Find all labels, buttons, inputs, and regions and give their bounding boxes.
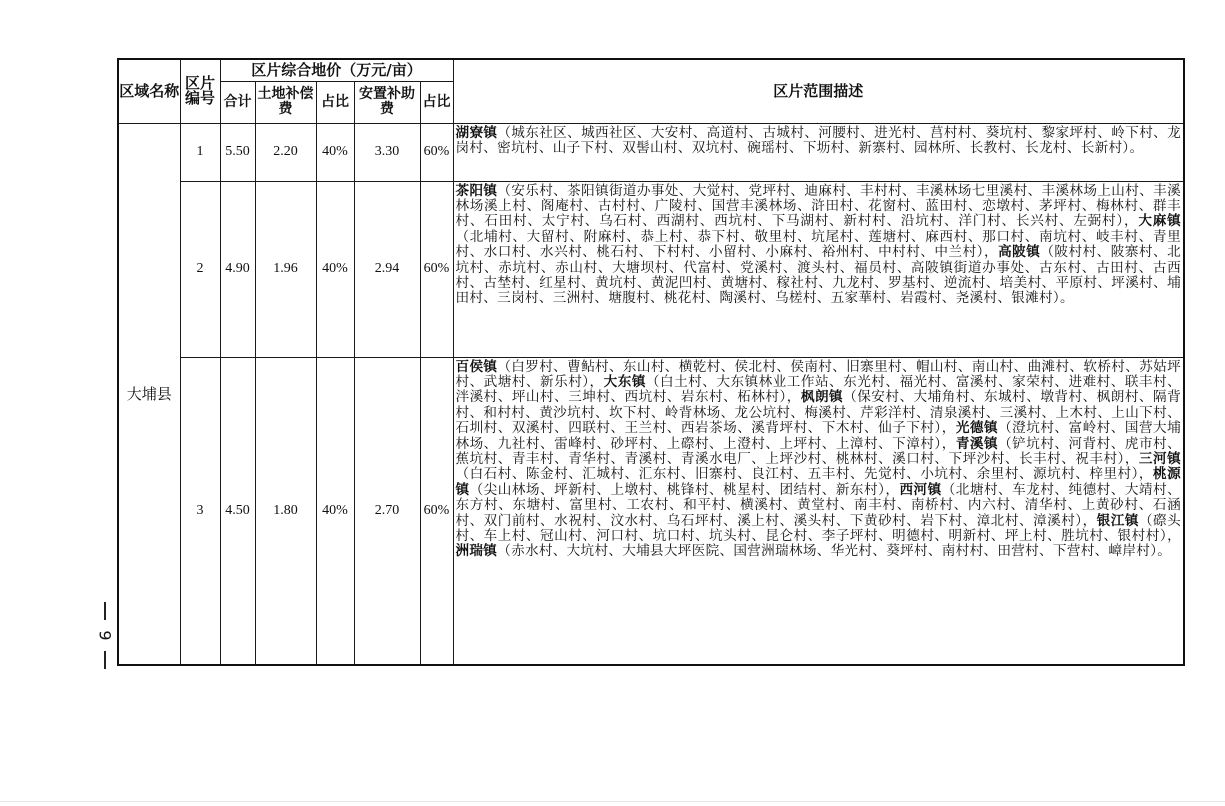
- table-row: [118, 181, 1184, 357]
- village-list: （保安村、大埔角村、东城村、墩背村、枫朗村、隔背村、和村村、黄沙坑村、坎下村、岭背林场、龙公坑村、梅溪村、芹彩洋村、清泉溪村、三溪村、上木村、上山下村、石圳村、双溪村、四联村、王兰村、西岩茶场、溪背坪村、下木村、仙子下村），: [455, 389, 1181, 437]
- header-zone-no: 区片编号: [180, 59, 220, 123]
- village-list: （白罗村、曹鲇村、东山村、横乾村、侯北村、侯南村、旧寨里村、帽山村、南山村、曲滩村、软桥村、苏姑坪村、武塘村、新乐村），: [455, 358, 1181, 390]
- town-name: 银江镇: [1096, 512, 1139, 529]
- scope-cell: [453, 357, 1184, 665]
- land-comp-cell: 2.20: [255, 123, 316, 181]
- ratio2-cell: 60%: [420, 357, 453, 665]
- total-cell: 4.50: [220, 357, 255, 665]
- header-ratio-2: 占比: [420, 81, 453, 123]
- village-list: （赤水村、大坑村、大埔县大坪医院、国营洲瑞林场、华光村、葵坪村、南村村、田营村、下营村、嶂岸村）。: [497, 543, 1172, 560]
- village-list: （磜头村、车上村、冠山村、河口村、坑口村、坑头村、昆仑村、李子坪村、明德村、明新村、坪上村、胜坑村、银村村），: [455, 512, 1182, 544]
- town-name: 高陂镇: [998, 244, 1041, 261]
- town-name: 大麻镇: [1138, 213, 1181, 230]
- village-list: （陂村村、陂寨村、北坑村、赤坑村、赤山村、大塘坝村、代富村、党溪村、渡头村、福员村、高陂镇街道办事处、古东村、古田村、古西村、古埜村、红星村、黄坑村、黄泥凹村、黄塘村、稼社村、九龙村、罗基村、逆流村、培美村、平原村、坪溪村、埔田村、三岗村、三洲村、塘腹村、桃花村、陶溪村、乌槎村、五家華村、岩霞村、尧溪村、银滩村）。: [455, 244, 1181, 307]
- town-name: 茶阳镇: [455, 182, 498, 199]
- land-price-table: [117, 58, 1185, 666]
- header-total: 合计: [220, 81, 255, 123]
- ratio2-cell: 60%: [420, 181, 453, 357]
- header-ratio-1: 占比: [316, 81, 354, 123]
- scope-cell: [453, 123, 1184, 181]
- village-list: （澄坑村、富岭村、国营大埔林场、九社村、雷峰村、砂坪村、上磜村、上澄村、上坪村、上漳村、下漳村），: [455, 420, 1182, 452]
- village-list: （安乐村、茶阳镇街道办事处、大觉村、党坪村、迪麻村、丰村村、丰溪林场七里溪村、丰溪林场上山村、丰溪林场溪上村、阁庵村、古村村、广陵村、国营丰溪林场、浒田村、花窗村、蓝田村、恋墩村、茅坪村、梅林村、群丰村、石田村、太宁村、乌石村、西湖村、西坑村、下马湖村、新村村、沿坑村、洋门村、长兴村、左弼村），: [455, 182, 1181, 230]
- town-name: 百侯镇: [455, 358, 498, 375]
- town-name: 青溪镇: [955, 435, 999, 452]
- village-list: （尖山林场、坪新村、上墩村、桃锋村、桃星村、团结村、新东村），: [469, 481, 900, 498]
- header-resettle: 安置补助费: [354, 81, 420, 123]
- land-comp-cell: 1.80: [255, 357, 316, 665]
- zone-no-cell: 3: [180, 357, 220, 665]
- page-bottom-edge: [0, 801, 1225, 802]
- town-name: 湖寮镇: [455, 124, 498, 141]
- header-region-name: 区域名称: [118, 59, 180, 123]
- page-number-text: 9: [95, 630, 115, 641]
- page-dash-bottom: [104, 651, 106, 669]
- scope-cell: [453, 181, 1184, 357]
- total-cell: 5.50: [220, 123, 255, 181]
- village-list: （北塘村、车龙村、纯德村、大靖村、东方村、东塘村、富里村、工农村、和平村、横溪村、黄堂村、南丰村、南桥村、内六村、清华村、上黄砂村、石涵村、双门前村、水祝村、汶水村、乌石坪村、溪上村、溪头村、下黄砂村、岩下村、漳北村、漳溪村），: [455, 481, 1181, 529]
- page-dash-top: [104, 602, 106, 620]
- header-land-comp: 土地补偿费: [255, 81, 316, 123]
- town-name: 光德镇: [955, 420, 999, 437]
- village-list: （城东社区、城西社区、大安村、高道村、古城村、河腰村、进光村、莒村村、葵坑村、黎家坪村、岭下村、龙岗村、密坑村、山子下村、双髻山村、双坑村、碗瑶村、下坜村、新寨村、园林所、长教村、长龙村、长新村）。: [455, 124, 1181, 156]
- resettle-cell: 2.70: [354, 357, 420, 665]
- ratio1-cell: 40%: [316, 181, 354, 357]
- ratio1-cell: 40%: [316, 357, 354, 665]
- land-comp-cell: 1.96: [255, 181, 316, 357]
- total-cell: 4.90: [220, 181, 255, 357]
- resettle-cell: 3.30: [354, 123, 420, 181]
- ratio2-cell: 60%: [420, 123, 453, 181]
- ratio1-cell: 40%: [316, 123, 354, 181]
- village-list: （北埔村、大留村、附麻村、恭上村、恭下村、敬里村、坑尾村、莲塘村、麻西村、那口村、南坑村、岐丰村、青里村、水口村、水兴村、桃石村、下村村、小留村、小麻村、裕州村、中村村、中兰村），: [455, 228, 1181, 261]
- town-name: 枫朗镇: [800, 389, 844, 406]
- town-name: 桃源镇: [455, 466, 1181, 498]
- zone-no-cell: 2: [180, 181, 220, 357]
- village-list: （铲坑村、河背村、虎市村、蕉坑村、青丰村、青华村、青溪村、青溪水电厂、上坪沙村、桃林村、溪口村、下坪沙村、长丰村、祝丰村），: [455, 435, 1182, 467]
- header-row-1: [118, 59, 1184, 81]
- page-number: [93, 600, 117, 680]
- header-price-group: 区片综合地价（万元/亩）: [220, 59, 453, 81]
- county-name: 大埔县: [118, 123, 180, 665]
- table-row: [118, 123, 1184, 181]
- town-name: 三河镇: [1138, 450, 1181, 467]
- table-row: [118, 357, 1184, 665]
- header-scope: 区片范围描述: [453, 59, 1184, 123]
- resettle-cell: 2.94: [354, 181, 420, 357]
- village-list: （白土村、大东镇林业工作站、东光村、福光村、富溪村、家荣村、进难村、联丰村、泮溪村、坪山村、三坤村、西坑村、岩东村、柘林村），: [455, 373, 1181, 406]
- town-name: 洲瑞镇: [455, 543, 498, 560]
- village-list: （白石村、陈金村、汇城村、汇东村、旧寨村、良江村、五丰村、先觉村、小坑村、余里村、源坑村、梓里村），: [455, 466, 1154, 483]
- town-name: 大东镇: [603, 373, 646, 390]
- zone-no-cell: 1: [180, 123, 220, 181]
- town-name: 西河镇: [899, 481, 942, 498]
